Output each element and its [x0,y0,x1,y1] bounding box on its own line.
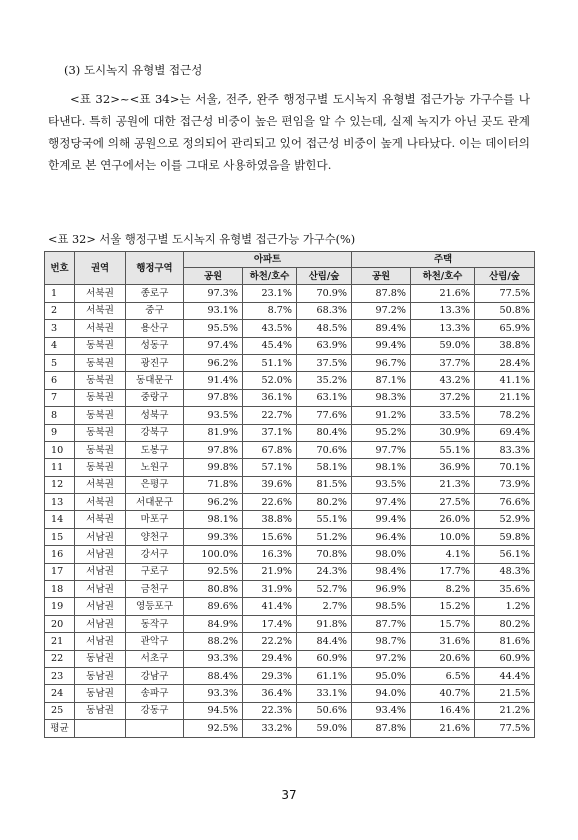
apt-forest-cell: 70.9% [297,285,352,302]
apt-river-cell: 31.9% [243,581,297,598]
row-region-cell: 동북권 [75,337,126,354]
row-region-cell: 동북권 [75,354,126,371]
row-district-cell: 강동구 [126,702,184,719]
house-river-cell: 15.7% [411,615,475,632]
table-body [45,285,535,737]
house-river-cell: 37.7% [411,354,475,371]
house-river-cell: 21.6% [411,285,475,302]
apt-park-cell: 93.3% [184,685,243,702]
row-region-cell: 서남권 [75,581,126,598]
row-district-cell: 마포구 [126,511,184,528]
apt-park-cell: 93.1% [184,302,243,319]
apt-forest-cell: 50.6% [297,702,352,719]
apt-river-cell: 29.3% [243,667,297,684]
apt-park-cell: 80.8% [184,581,243,598]
apt-park-cell: 92.5% [184,563,243,580]
row-no-cell: 21 [45,633,75,650]
table-row [45,702,535,719]
apt-park-cell: 93.5% [184,407,243,424]
house-forest-cell: 80.2% [475,615,535,632]
house-park-cell: 91.2% [352,407,411,424]
table-row [45,372,535,389]
row-district-cell: 구로구 [126,563,184,580]
apt-river-cell: 8.7% [243,302,297,319]
house-river-cell: 36.9% [411,459,475,476]
house-river-cell: 31.6% [411,633,475,650]
header-district: 행정구역 [126,252,184,285]
house-forest-cell: 73.9% [475,476,535,493]
header-house-forest: 산림/숲 [475,268,535,285]
apt-forest-cell: 33.1% [297,685,352,702]
average-apt-forest: 59.0% [297,720,352,737]
apt-river-cell: 52.0% [243,372,297,389]
apt-park-cell: 98.1% [184,511,243,528]
house-forest-cell: 41.1% [475,372,535,389]
apt-river-cell: 43.5% [243,320,297,337]
house-river-cell: 33.5% [411,407,475,424]
house-forest-cell: 38.8% [475,337,535,354]
row-region-cell: 동북권 [75,389,126,406]
row-no-cell: 12 [45,476,75,493]
table-row [45,407,535,424]
house-river-cell: 10.0% [411,528,475,545]
row-district-cell: 송파구 [126,685,184,702]
apt-river-cell: 15.6% [243,528,297,545]
table-row [45,511,535,528]
apt-forest-cell: 52.7% [297,581,352,598]
house-forest-cell: 21.1% [475,389,535,406]
row-region-cell: 동북권 [75,372,126,389]
apt-forest-cell: 63.9% [297,337,352,354]
apt-park-cell: 96.2% [184,354,243,371]
house-river-cell: 40.7% [411,685,475,702]
house-park-cell: 96.4% [352,528,411,545]
row-district-cell: 서대문구 [126,494,184,511]
apt-park-cell: 88.2% [184,633,243,650]
house-park-cell: 98.4% [352,563,411,580]
house-river-cell: 26.0% [411,511,475,528]
apt-park-cell: 71.8% [184,476,243,493]
house-forest-cell: 52.9% [475,511,535,528]
house-river-cell: 13.3% [411,320,475,337]
apt-forest-cell: 68.3% [297,302,352,319]
row-region-cell: 서남권 [75,633,126,650]
apt-river-cell: 41.4% [243,598,297,615]
house-park-cell: 96.7% [352,354,411,371]
house-park-cell: 87.7% [352,615,411,632]
apt-park-cell: 89.6% [184,598,243,615]
apt-river-cell: 38.8% [243,511,297,528]
apt-forest-cell: 81.5% [297,476,352,493]
house-forest-cell: 50.8% [475,302,535,319]
table-row [45,667,535,684]
accessibility-table [44,251,535,738]
table-row [45,633,535,650]
apt-park-cell: 97.8% [184,441,243,458]
row-no-cell: 19 [45,598,75,615]
row-no-cell: 17 [45,563,75,580]
row-district-cell: 동대문구 [126,372,184,389]
house-park-cell: 97.2% [352,650,411,667]
house-river-cell: 17.7% [411,563,475,580]
table-row [45,685,535,702]
house-forest-cell: 48.3% [475,563,535,580]
apt-forest-cell: 35.2% [297,372,352,389]
table-row [45,354,535,371]
house-forest-cell: 56.1% [475,546,535,563]
apt-forest-cell: 2.7% [297,598,352,615]
apt-forest-cell: 70.6% [297,441,352,458]
body-paragraph-text: <표 32>~<표 34>는 서울, 전주, 완주 행정구별 도시녹지 유형별 접근가능 가구수를 나타낸다. 특히 공원에 대한 접근성 비중이 높은 편임을 알 수 있는데, 실제 녹지가 아닌 곳도 관계 행정당국에 의해 공원으로 정의되어 관리되고 있어 접근성 비중이 높게 나타났다. 이는 데이터의 한계로 본 연구에서는 이를 그대로 사용하였음을 밝힌다. [48,92,530,172]
apt-forest-cell: 63.1% [297,389,352,406]
house-park-cell: 89.4% [352,320,411,337]
header-house-river: 하천/호수 [411,268,475,285]
average-label: 평균 [45,720,75,737]
apt-river-cell: 45.4% [243,337,297,354]
apt-river-cell: 29.4% [243,650,297,667]
apt-park-cell: 84.9% [184,615,243,632]
house-forest-cell: 35.6% [475,581,535,598]
house-forest-cell: 69.4% [475,424,535,441]
apt-park-cell: 99.8% [184,459,243,476]
row-no-cell: 22 [45,650,75,667]
apt-river-cell: 67.8% [243,441,297,458]
row-region-cell: 서북권 [75,476,126,493]
average-row [45,720,535,737]
row-no-cell: 13 [45,494,75,511]
row-no-cell: 15 [45,528,75,545]
apt-park-cell: 97.3% [184,285,243,302]
apt-river-cell: 57.1% [243,459,297,476]
header-apt-forest: 산림/숲 [297,268,352,285]
row-region-cell: 동남권 [75,702,126,719]
house-forest-cell: 78.2% [475,407,535,424]
apt-river-cell: 23.1% [243,285,297,302]
row-district-cell: 성동구 [126,337,184,354]
row-district-cell: 광진구 [126,354,184,371]
apt-forest-cell: 55.1% [297,511,352,528]
header-region: 권역 [75,252,126,285]
house-forest-cell: 60.9% [475,650,535,667]
table-row [45,424,535,441]
row-district-cell: 중랑구 [126,389,184,406]
apt-river-cell: 22.2% [243,633,297,650]
house-river-cell: 8.2% [411,581,475,598]
row-district-cell: 동작구 [126,615,184,632]
apt-forest-cell: 80.4% [297,424,352,441]
house-park-cell: 98.3% [352,389,411,406]
house-forest-cell: 21.5% [475,685,535,702]
house-park-cell: 95.2% [352,424,411,441]
table-row [45,302,535,319]
apt-forest-cell: 70.8% [297,546,352,563]
table-row [45,598,535,615]
house-park-cell: 93.5% [352,476,411,493]
house-river-cell: 55.1% [411,441,475,458]
row-no-cell: 11 [45,459,75,476]
house-park-cell: 87.8% [352,285,411,302]
house-river-cell: 43.2% [411,372,475,389]
house-forest-cell: 1.2% [475,598,535,615]
house-park-cell: 98.5% [352,598,411,615]
body-paragraph [48,88,530,176]
house-river-cell: 6.5% [411,667,475,684]
house-river-cell: 30.9% [411,424,475,441]
house-park-cell: 97.2% [352,302,411,319]
house-forest-cell: 81.6% [475,633,535,650]
header-house-park: 공원 [352,268,411,285]
row-region-cell: 동북권 [75,407,126,424]
row-no-cell: 23 [45,667,75,684]
row-no-cell: 9 [45,424,75,441]
row-district-cell: 양천구 [126,528,184,545]
apt-park-cell: 91.4% [184,372,243,389]
apt-forest-cell: 37.5% [297,354,352,371]
house-river-cell: 4.1% [411,546,475,563]
section-title: (3) 도시녹지 유형별 접근성 [64,63,203,77]
house-park-cell: 87.1% [352,372,411,389]
table-row [45,459,535,476]
table-row [45,581,535,598]
header-no: 번호 [45,252,75,285]
apt-park-cell: 97.4% [184,337,243,354]
header-house: 주택 [352,252,535,268]
house-park-cell: 97.4% [352,494,411,511]
row-no-cell: 18 [45,581,75,598]
house-park-cell: 98.0% [352,546,411,563]
table-row [45,563,535,580]
house-park-cell: 99.4% [352,337,411,354]
row-district-cell: 종로구 [126,285,184,302]
row-no-cell: 4 [45,337,75,354]
row-district-cell: 용산구 [126,320,184,337]
row-district-cell: 금천구 [126,581,184,598]
average-house-river: 21.6% [411,720,475,737]
table-row [45,389,535,406]
house-river-cell: 13.3% [411,302,475,319]
row-region-cell: 서남권 [75,615,126,632]
house-park-cell: 94.0% [352,685,411,702]
average-region-cell [75,720,126,737]
header-apt-park: 공원 [184,268,243,285]
row-district-cell: 성북구 [126,407,184,424]
row-district-cell: 관악구 [126,633,184,650]
average-district-cell [126,720,184,737]
house-park-cell: 98.7% [352,633,411,650]
apt-river-cell: 51.1% [243,354,297,371]
house-forest-cell: 83.3% [475,441,535,458]
table-caption: <표 32> 서울 행정구별 도시녹지 유형별 접근가능 가구수(%) [48,233,356,246]
apt-forest-cell: 58.1% [297,459,352,476]
row-region-cell: 서북권 [75,494,126,511]
apt-park-cell: 100.0% [184,546,243,563]
apt-forest-cell: 84.4% [297,633,352,650]
house-river-cell: 27.5% [411,494,475,511]
average-house-park: 87.8% [352,720,411,737]
apt-park-cell: 95.5% [184,320,243,337]
row-region-cell: 동남권 [75,685,126,702]
house-park-cell: 98.1% [352,459,411,476]
row-district-cell: 도봉구 [126,441,184,458]
apt-forest-cell: 60.9% [297,650,352,667]
table-row [45,320,535,337]
row-region-cell: 서북권 [75,511,126,528]
row-region-cell: 서북권 [75,320,126,337]
apt-river-cell: 22.3% [243,702,297,719]
apt-park-cell: 81.9% [184,424,243,441]
house-river-cell: 20.6% [411,650,475,667]
house-park-cell: 99.4% [352,511,411,528]
apt-park-cell: 88.4% [184,667,243,684]
table-row [45,528,535,545]
apt-forest-cell: 51.2% [297,528,352,545]
row-no-cell: 16 [45,546,75,563]
row-no-cell: 20 [45,615,75,632]
header-apartment: 아파트 [184,252,352,268]
apt-park-cell: 99.3% [184,528,243,545]
house-forest-cell: 76.6% [475,494,535,511]
row-no-cell: 14 [45,511,75,528]
table-row [45,441,535,458]
house-river-cell: 21.3% [411,476,475,493]
table-row [45,546,535,563]
apt-river-cell: 22.7% [243,407,297,424]
row-region-cell: 동북권 [75,459,126,476]
row-district-cell: 노원구 [126,459,184,476]
apt-river-cell: 21.9% [243,563,297,580]
apt-park-cell: 96.2% [184,494,243,511]
average-apt-river: 33.2% [243,720,297,737]
row-district-cell: 은평구 [126,476,184,493]
row-region-cell: 서북권 [75,285,126,302]
apt-park-cell: 94.5% [184,702,243,719]
row-district-cell: 중구 [126,302,184,319]
row-region-cell: 서북권 [75,302,126,319]
row-no-cell: 8 [45,407,75,424]
row-district-cell: 강남구 [126,667,184,684]
house-forest-cell: 21.2% [475,702,535,719]
page-number: 37 [281,788,297,802]
house-park-cell: 96.9% [352,581,411,598]
table-row [45,337,535,354]
header-apt-river: 하천/호수 [243,268,297,285]
apt-river-cell: 17.4% [243,615,297,632]
table-row [45,615,535,632]
row-region-cell: 동북권 [75,424,126,441]
apt-river-cell: 36.1% [243,389,297,406]
house-forest-cell: 77.5% [475,285,535,302]
apt-river-cell: 39.6% [243,476,297,493]
row-no-cell: 3 [45,320,75,337]
average-house-forest: 77.5% [475,720,535,737]
row-no-cell: 1 [45,285,75,302]
row-no-cell: 6 [45,372,75,389]
house-forest-cell: 44.4% [475,667,535,684]
house-forest-cell: 59.8% [475,528,535,545]
row-no-cell: 10 [45,441,75,458]
apt-park-cell: 97.8% [184,389,243,406]
row-region-cell: 동남권 [75,650,126,667]
apt-forest-cell: 48.5% [297,320,352,337]
row-region-cell: 서남권 [75,528,126,545]
house-park-cell: 95.0% [352,667,411,684]
house-park-cell: 93.4% [352,702,411,719]
row-district-cell: 강서구 [126,546,184,563]
row-no-cell: 5 [45,354,75,371]
house-river-cell: 37.2% [411,389,475,406]
row-region-cell: 동남권 [75,667,126,684]
row-no-cell: 25 [45,702,75,719]
apt-forest-cell: 61.1% [297,667,352,684]
apt-river-cell: 36.4% [243,685,297,702]
table-row [45,650,535,667]
row-region-cell: 서남권 [75,598,126,615]
apt-forest-cell: 24.3% [297,563,352,580]
house-river-cell: 16.4% [411,702,475,719]
house-forest-cell: 70.1% [475,459,535,476]
row-region-cell: 동북권 [75,441,126,458]
row-region-cell: 서남권 [75,546,126,563]
apt-forest-cell: 80.2% [297,494,352,511]
table-row [45,476,535,493]
row-no-cell: 7 [45,389,75,406]
row-district-cell: 서초구 [126,650,184,667]
house-forest-cell: 28.4% [475,354,535,371]
row-district-cell: 강북구 [126,424,184,441]
house-river-cell: 15.2% [411,598,475,615]
row-no-cell: 2 [45,302,75,319]
apt-river-cell: 37.1% [243,424,297,441]
apt-forest-cell: 77.6% [297,407,352,424]
table-row [45,494,535,511]
average-apt-park: 92.5% [184,720,243,737]
apt-park-cell: 93.3% [184,650,243,667]
apt-river-cell: 22.6% [243,494,297,511]
apt-forest-cell: 91.8% [297,615,352,632]
house-river-cell: 59.0% [411,337,475,354]
apt-river-cell: 16.3% [243,546,297,563]
row-district-cell: 영등포구 [126,598,184,615]
table-row [45,285,535,302]
row-region-cell: 서남권 [75,563,126,580]
row-no-cell: 24 [45,685,75,702]
house-park-cell: 97.7% [352,441,411,458]
house-forest-cell: 65.9% [475,320,535,337]
